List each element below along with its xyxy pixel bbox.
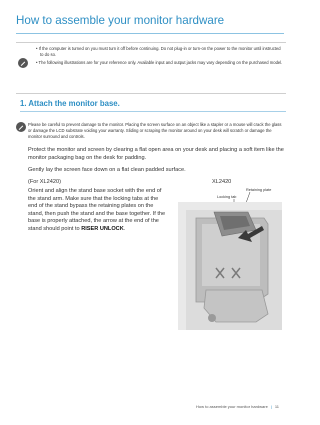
lay-paragraph: Gently lay the screen face down on a flat clean padded surface. <box>28 167 186 173</box>
orient-paragraph <box>28 188 168 234</box>
pencil-warning-icon <box>16 122 26 132</box>
figure-model-label: XL2420 <box>212 179 232 185</box>
model-label-left: (For XL2420) <box>28 179 61 185</box>
orient-end: . <box>123 225 126 232</box>
note-text <box>36 46 284 69</box>
note-item: • The following illustrations are for your reference only. Available input and output jacks may vary depending on the purchased model. <box>36 60 283 66</box>
riser-unlock-text: RISER UNLOCK <box>81 225 124 232</box>
note-item: • If the computer is turned on you must turn it off before continuing. Do not plug-in or turn-on the power to the monitor until instructed to do so. <box>36 46 281 58</box>
page-title: How to assemble your monitor hardware <box>16 14 225 27</box>
orient-text: Orient and align the stand base socket with the end of the stand arm. Make sure that the locking tabs at the end of the stand bypass the retaining plates on the stand, then push the stand and the base together. If the base is properly attached, the arrow at the end of the stand should point to <box>28 188 166 232</box>
locking-tab-callout: Locking tab <box>217 195 237 199</box>
footer <box>196 404 279 409</box>
protect-paragraph: Protect the monitor and screen by clearing a flat open area on your desk and placing a soft item like the monitor packaging bag on the desk for padding. <box>28 147 284 161</box>
footer-separator: | <box>270 404 272 409</box>
title-rule <box>16 33 284 34</box>
stand-assembly-illustration <box>176 190 286 332</box>
warning-text: Please be careful to prevent damage to the monitor. Placing the screen surface on an object like a stapler or a mouse will crack the glass or damage the LCD substrate voiding your warranty. Sliding or scraping the monitor around on your desk will scratch or damage the monitor surround and controls. <box>28 122 282 140</box>
pencil-note-icon <box>18 58 28 68</box>
page-number: 11 <box>274 404 280 409</box>
note-box <box>16 42 286 94</box>
section-rule <box>20 111 286 112</box>
footer-text: How to assemble your monitor hardware <box>196 404 268 409</box>
retaining-plate-callout: Retaining plate <box>246 188 272 192</box>
section-title: 1. Attach the monitor base. <box>20 99 120 108</box>
